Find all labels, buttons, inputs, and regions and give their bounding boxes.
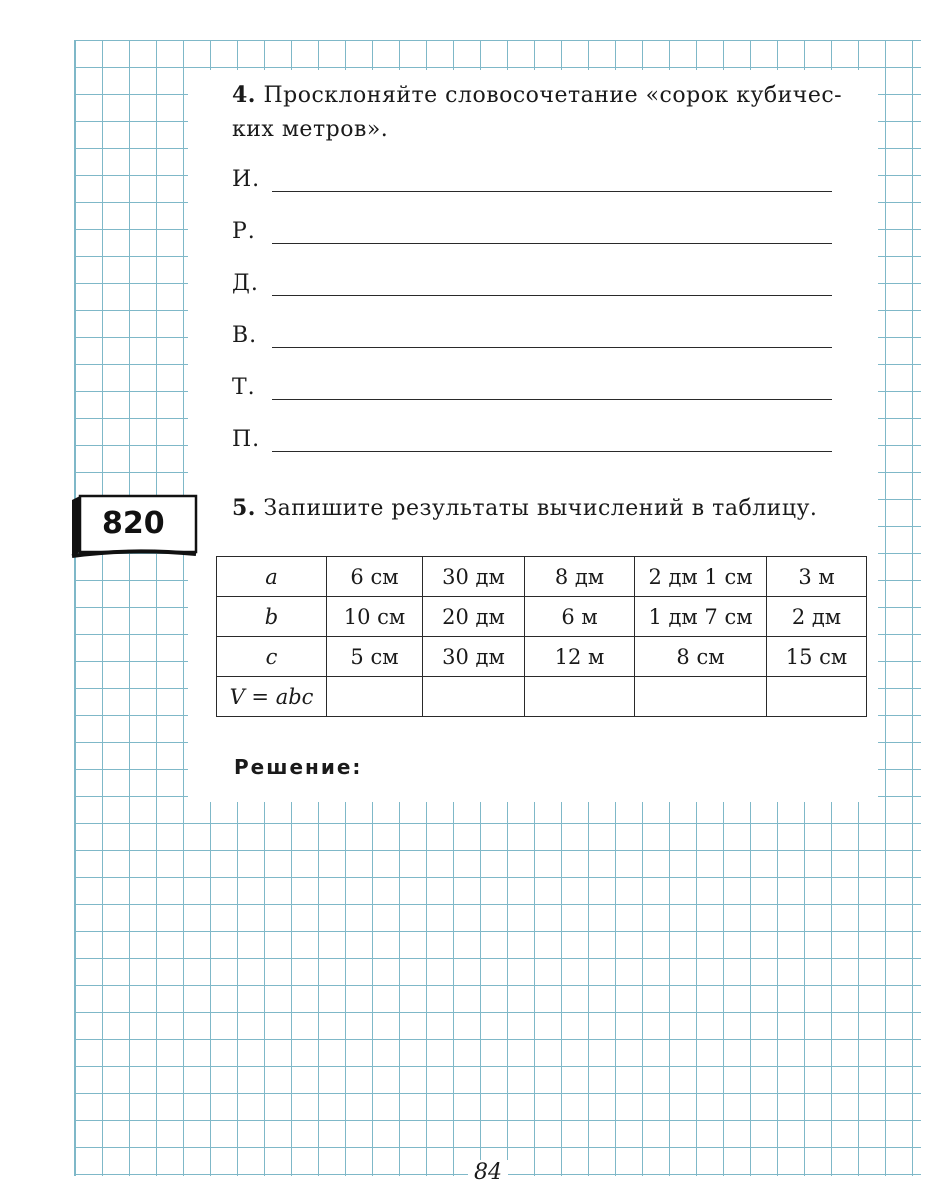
table-row-answer [217, 677, 867, 717]
table-cell: 15 см [767, 637, 867, 677]
page-number: 84 [468, 1160, 508, 1185]
row-label: b [217, 597, 327, 637]
case-row-accusative[interactable] [232, 318, 832, 348]
table-cell: 30 дм [423, 557, 525, 597]
row-label: c [217, 637, 327, 677]
task5-title [232, 491, 872, 526]
calculation-table [216, 556, 867, 717]
case-row-dative[interactable] [232, 266, 832, 296]
answer-line[interactable] [272, 385, 832, 400]
table-cell: 12 м [525, 637, 635, 677]
task4-number: 4. [232, 82, 256, 108]
table-cell: 10 см [327, 597, 423, 637]
answer-line[interactable] [272, 437, 832, 452]
table-cell: 20 дм [423, 597, 525, 637]
table-cell: 30 дм [423, 637, 525, 677]
answer-line[interactable] [272, 177, 832, 192]
table-cell: 3 м [767, 557, 867, 597]
answer-cell[interactable] [525, 677, 635, 717]
exercise-number-badge [70, 492, 198, 558]
case-label: Р. [232, 219, 256, 244]
case-row-nominative[interactable] [232, 162, 832, 192]
table-cell: 2 дм [767, 597, 867, 637]
case-label: Д. [232, 271, 259, 296]
case-row-genitive[interactable] [232, 214, 832, 244]
row-label: V = abc [217, 677, 327, 717]
answer-cell[interactable] [423, 677, 525, 717]
row-label: a [217, 557, 327, 597]
case-row-instrumental[interactable] [232, 370, 832, 400]
answer-cell[interactable] [767, 677, 867, 717]
case-label: Т. [232, 375, 256, 400]
table-row [217, 597, 867, 637]
case-row-prepositional[interactable] [232, 422, 832, 452]
table-cell: 6 см [327, 557, 423, 597]
task5-text: Запишите результаты вычислений в таблицу. [263, 496, 818, 521]
table-cell: 1 дм 7 см [635, 597, 767, 637]
table-cell: 5 см [327, 637, 423, 677]
solution-label: Решение: [234, 755, 363, 779]
task4-text-line1: Просклоняйте словосочетание «сорок кубичес- [263, 83, 843, 108]
task5-number: 5. [232, 495, 256, 521]
case-label: В. [232, 323, 258, 348]
answer-line[interactable] [272, 229, 832, 244]
table-cell: 8 см [635, 637, 767, 677]
table-cell: 2 дм 1 см [635, 557, 767, 597]
case-label: П. [232, 427, 261, 452]
case-label: И. [232, 167, 261, 192]
table-cell: 6 м [525, 597, 635, 637]
task4-text-line2: ких метров». [232, 117, 389, 142]
answer-cell[interactable] [635, 677, 767, 717]
answer-line[interactable] [272, 333, 832, 348]
table-row [217, 557, 867, 597]
table-row [217, 637, 867, 677]
answer-line[interactable] [272, 281, 832, 296]
answer-cell[interactable] [327, 677, 423, 717]
task4-title [232, 78, 872, 147]
badge-number: 820 [102, 506, 165, 541]
table-cell: 8 дм [525, 557, 635, 597]
